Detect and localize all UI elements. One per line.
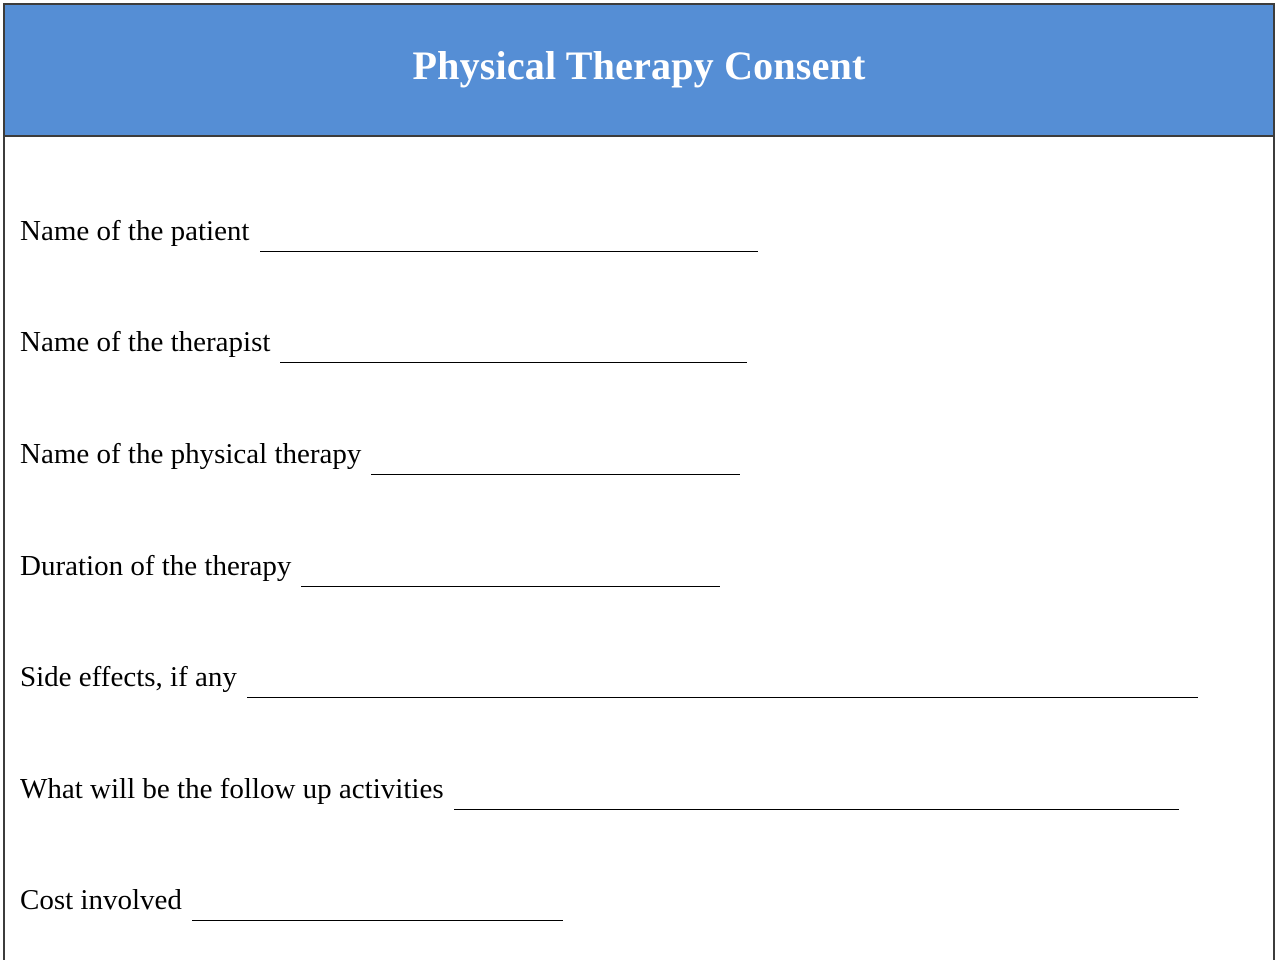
field-label: What will be the follow up activities — [20, 773, 444, 805]
form-title: Physical Therapy Consent — [412, 42, 866, 88]
field-cost-involved — [20, 886, 563, 915]
field-label: Name of the therapist — [20, 326, 271, 358]
patient-name-blank[interactable] — [260, 251, 758, 252]
field-patient-name — [20, 217, 758, 246]
therapist-name-blank[interactable] — [280, 362, 747, 363]
consent-form-sheet — [3, 3, 1275, 960]
field-follow-up-activities — [20, 775, 1179, 804]
field-label: Cost involved — [20, 884, 182, 916]
field-label: Side effects, if any — [20, 661, 237, 693]
therapy-name-blank[interactable] — [371, 474, 740, 475]
field-therapy-duration — [20, 552, 720, 581]
form-header — [5, 5, 1273, 137]
follow-up-activities-blank[interactable] — [454, 809, 1179, 810]
field-label: Duration of the therapy — [20, 550, 292, 582]
side-effects-blank[interactable] — [247, 697, 1198, 698]
cost-involved-blank[interactable] — [192, 920, 563, 921]
field-therapist-name — [20, 328, 747, 357]
therapy-duration-blank[interactable] — [301, 586, 720, 587]
field-label: Name of the physical therapy — [20, 438, 362, 470]
field-label: Name of the patient — [20, 215, 250, 247]
field-therapy-name — [20, 440, 740, 469]
field-side-effects — [20, 663, 1198, 692]
